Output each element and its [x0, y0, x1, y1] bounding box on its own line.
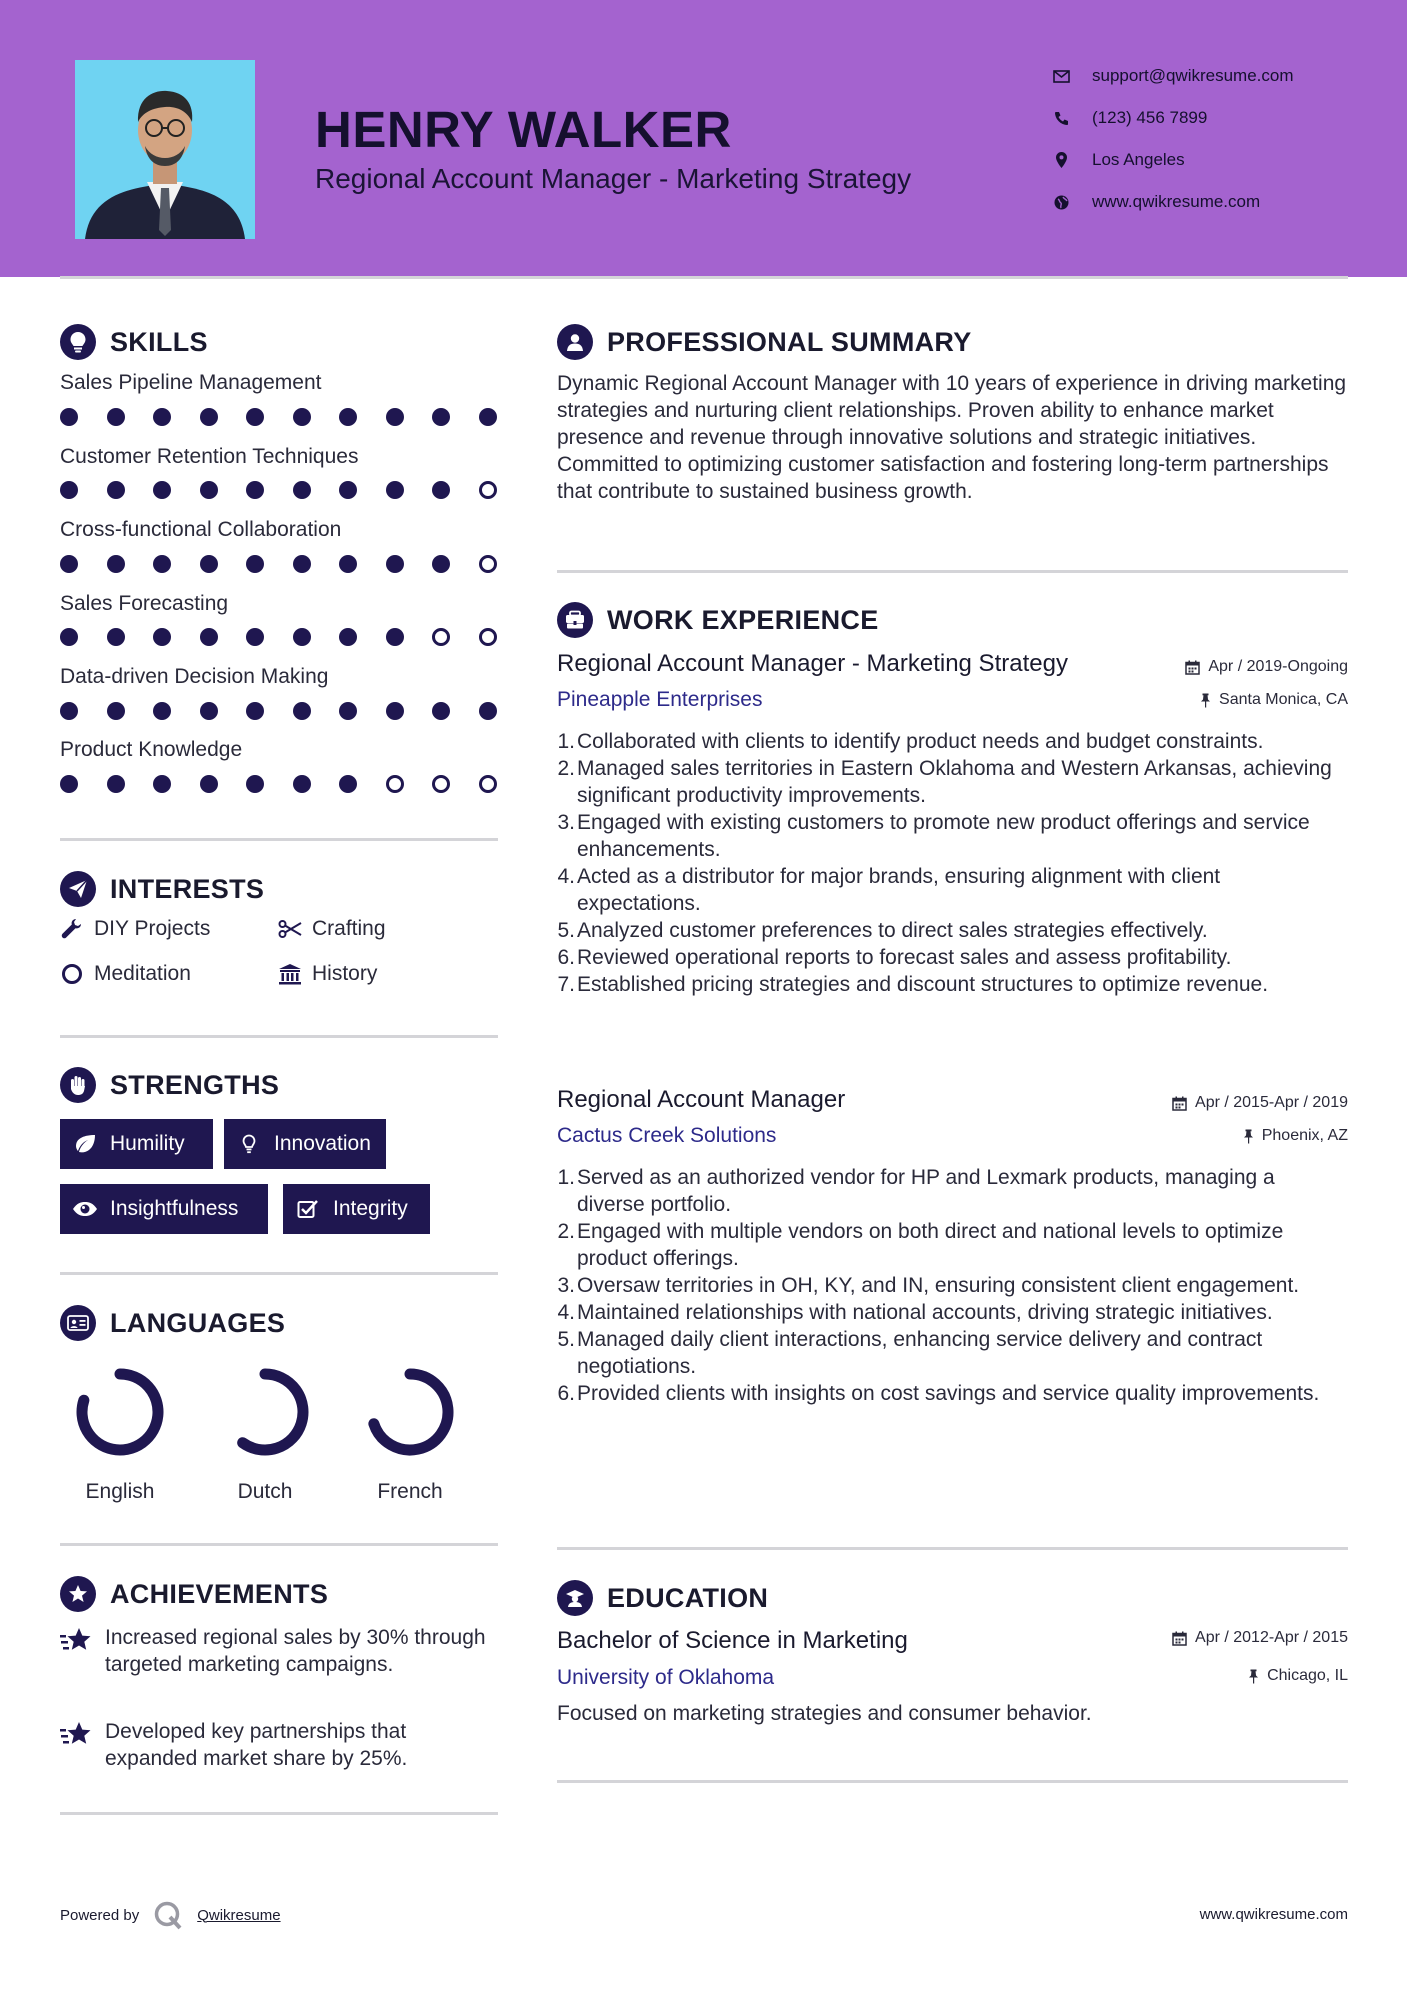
skill-dot-filled [107, 775, 125, 793]
skill-dot-filled [107, 408, 125, 426]
job-location-text: Santa Monica, CA [1219, 691, 1348, 708]
job-bullet: 6. Provided clients with insights on cost savings and service quality improvements. [557, 1382, 1320, 1405]
job-bullet: 2. Managed sales territories in Eastern Oklahoma and Western Arkansas, achieving significant productivity improvements. [557, 757, 1332, 807]
qwikresume-link[interactable]: Qwikresume [197, 1906, 281, 1924]
briefcase-icon [557, 602, 593, 638]
language-item [50, 1357, 190, 1504]
skill-dot-filled [246, 702, 264, 720]
skill-dot-filled [153, 628, 171, 646]
skill-dot-filled [153, 775, 171, 793]
experience-heading-text: WORK EXPERIENCE [607, 604, 879, 635]
achievement-text: Increased regional sales by 30% through targeted marketing campaigns. [105, 1626, 486, 1676]
strength-tag [60, 1119, 213, 1169]
job-bullet: 1. Collaborated with clients to identify product needs and budget constraints. [557, 730, 1264, 753]
skill-dot-filled [200, 775, 218, 793]
strength-label: Innovation [274, 1132, 371, 1155]
job-bullet: 4. Acted as a distributor for major brands, ensuring alignment with client expectations. [557, 865, 1221, 915]
skill-name: Cross-functional Collaboration [60, 518, 342, 541]
summary-heading [557, 324, 972, 360]
skill-dot-filled [386, 408, 404, 426]
skill-name: Sales Pipeline Management [60, 371, 322, 394]
skill-name: Customer Retention Techniques [60, 445, 359, 468]
skill-dot-filled [386, 702, 404, 720]
achievements-heading [60, 1576, 328, 1612]
skill-dot-filled [60, 775, 78, 793]
skill-dot-filled [293, 555, 311, 573]
strength-tag [283, 1184, 430, 1234]
pushpin-icon [1248, 1669, 1259, 1684]
strength-label: Insightfulness [110, 1197, 239, 1220]
paper-plane-icon [60, 871, 96, 907]
education-dates-text: Apr / 2012-Apr / 2015 [1195, 1629, 1348, 1646]
skill-dot-filled [479, 702, 497, 720]
strengths-heading [60, 1067, 279, 1103]
language-item [195, 1357, 335, 1504]
section-divider [60, 1272, 498, 1275]
skill-dot-filled [200, 481, 218, 499]
skills-heading-text: SKILLS [110, 326, 208, 357]
skill-dot-filled [293, 775, 311, 793]
section-divider [557, 570, 1348, 573]
skill-dot-filled [246, 628, 264, 646]
language-label: English [85, 1480, 155, 1503]
achievement-item [60, 1718, 500, 1772]
language-progress-ring [355, 1357, 465, 1467]
language-label: Dutch [237, 1480, 293, 1503]
resume-header [0, 0, 1407, 277]
skill-dot-filled [60, 628, 78, 646]
skill-dot-filled [107, 481, 125, 499]
job-bullets [557, 1164, 1347, 1407]
skill-dot-filled [293, 481, 311, 499]
achievement-item [60, 1624, 500, 1678]
languages-heading-text: LANGUAGES [110, 1307, 286, 1338]
globe-icon [1050, 191, 1072, 213]
skill-dot-filled [339, 775, 357, 793]
skill-dot-filled [386, 628, 404, 646]
skill-dot-filled [339, 408, 357, 426]
summary-heading-text: PROFESSIONAL SUMMARY [607, 326, 972, 357]
skill-dot-empty [479, 775, 497, 793]
skill-dot-filled [246, 481, 264, 499]
graduate-icon [557, 1580, 593, 1616]
school-name: University of Oklahoma [557, 1666, 775, 1689]
skill-dot-filled [200, 702, 218, 720]
job-dates-text: Apr / 2019-Ongoing [1208, 658, 1348, 675]
id-card-icon [60, 1305, 96, 1341]
language-progress-arc [243, 1374, 303, 1450]
job-bullet: 2. Engaged with multiple vendors on both direct and national levels to optimize product offerings. [557, 1220, 1284, 1270]
skill-rating [60, 773, 500, 795]
section-divider [60, 1812, 498, 1815]
job-bullet: 3. Engaged with existing customers to promote new product offerings and service enhancements. [557, 811, 1310, 861]
circle-icon [60, 962, 84, 986]
degree-title: Bachelor of Science in Marketing [557, 1627, 908, 1654]
job-dates-text: Apr / 2015-Apr / 2019 [1195, 1094, 1348, 1111]
skill-dot-filled [293, 408, 311, 426]
hand-icon [60, 1067, 96, 1103]
lightbulb-icon [60, 324, 96, 360]
interest-item [278, 962, 377, 986]
strengths-heading-text: STRENGTHS [110, 1069, 280, 1100]
skill-dot-empty [479, 628, 497, 646]
skill-dot-filled [200, 408, 218, 426]
phone-icon [1050, 107, 1072, 129]
education-heading [557, 1580, 768, 1616]
interest-label: Meditation [94, 962, 191, 985]
skill-dot-filled [153, 555, 171, 573]
skill-dot-empty [386, 775, 404, 793]
skill-dot-empty [432, 628, 450, 646]
skill-name: Sales Forecasting [60, 592, 229, 615]
section-divider [60, 1543, 498, 1546]
map-marker-icon [1050, 149, 1072, 171]
profile-photo [75, 60, 255, 239]
skill-dot-filled [432, 481, 450, 499]
pushpin-icon [1243, 1129, 1254, 1144]
scissors-icon [278, 917, 302, 941]
strength-label: Integrity [333, 1197, 408, 1220]
skill-dot-filled [107, 555, 125, 573]
skill-dot-empty [479, 481, 497, 499]
section-divider [557, 1547, 1348, 1550]
job-dates [1185, 658, 1348, 676]
job-bullets [557, 728, 1347, 998]
skill-dot-filled [432, 555, 450, 573]
skill-dot-filled [107, 702, 125, 720]
skill-dot-empty [479, 555, 497, 573]
contact-phone[interactable] [1050, 97, 1294, 139]
section-divider [60, 838, 498, 841]
skill-dot-filled [153, 481, 171, 499]
summary-text: Dynamic Regional Account Manager with 10 years of experience in driving marketing strategies and nurturing client relationships. Proven ability to enhance market presence and revenue through innovative solutions and strategic initiatives. Committed to optimizing customer satisfaction and fostering long-term partnerships that contribute to sustained business growth. [557, 372, 1347, 503]
skill-name: Data-driven Decision Making [60, 665, 329, 688]
skill-dot-filled [200, 555, 218, 573]
interest-item [60, 917, 210, 941]
job-dates [1172, 1094, 1348, 1112]
education-heading-text: EDUCATION [607, 1582, 769, 1613]
skill-dot-filled [107, 628, 125, 646]
skill-rating [60, 553, 500, 575]
language-label: French [377, 1480, 443, 1503]
contact-location [1050, 139, 1294, 181]
achievement-text: Developed key partnerships that expanded market share by 25%. [105, 1720, 408, 1770]
company-name: Cactus Creek Solutions [557, 1124, 777, 1147]
skill-dot-filled [339, 628, 357, 646]
skill-dot-filled [60, 555, 78, 573]
interest-label: Crafting [312, 917, 386, 940]
skill-dot-filled [153, 408, 171, 426]
job-bullet: 3. Oversaw territories in OH, KY, and IN, ensuring consistent client engagement. [557, 1274, 1300, 1297]
skill-dot-filled [246, 408, 264, 426]
contact-email-text: support@qwikresume.com [1092, 66, 1294, 85]
skill-name: Product Knowledge [60, 738, 243, 761]
interests-heading [60, 871, 264, 907]
interest-label: History [312, 962, 378, 985]
company-name: Pineapple Enterprises [557, 688, 763, 711]
experience-heading [557, 602, 879, 638]
education-location-text: Chicago, IL [1267, 1667, 1348, 1684]
interest-item [278, 917, 386, 941]
job-location [1200, 691, 1348, 709]
section-divider [60, 1035, 498, 1038]
language-item [340, 1357, 480, 1504]
contact-phone-text: (123) 456 7899 [1092, 108, 1208, 127]
contact-website-text: www.qwikresume.com [1092, 192, 1261, 211]
skill-rating [60, 626, 500, 648]
star-icon [60, 1721, 92, 1772]
job-title: Regional Account Manager - Marketing Strategy [557, 650, 1068, 677]
skills-heading [60, 324, 208, 360]
strength-tag [224, 1119, 386, 1169]
skill-rating [60, 479, 500, 501]
interest-label: DIY Projects [94, 917, 211, 940]
interest-item [60, 962, 191, 986]
skill-dot-filled [153, 702, 171, 720]
skill-rating [60, 406, 500, 428]
skill-rating [60, 700, 500, 722]
institution-icon [278, 962, 302, 986]
calendar-icon [1172, 1096, 1187, 1111]
skill-dot-filled [479, 408, 497, 426]
languages-heading [60, 1305, 285, 1341]
lightbulb-icon [236, 1133, 262, 1155]
skill-dot-filled [339, 702, 357, 720]
wrench-icon [60, 917, 84, 941]
job-bullet: 1. Served as an authorized vendor for HP and Lexmark products, managing a diverse portfolio. [557, 1166, 1275, 1216]
strength-tag [60, 1184, 268, 1234]
user-icon [557, 324, 593, 360]
section-divider [557, 1780, 1348, 1783]
education-location [1248, 1667, 1348, 1685]
job-location [1243, 1127, 1348, 1145]
skill-dot-filled [386, 481, 404, 499]
calendar-icon [1185, 660, 1200, 675]
skill-dot-filled [60, 702, 78, 720]
job-bullet: 4. Maintained relationships with national accounts, driving strategic initiatives. [557, 1301, 1273, 1324]
job-title: Regional Account Manager [557, 1086, 846, 1113]
job-bullet: 5. Managed daily client interactions, enhancing service delivery and contract negotiations. [557, 1328, 1263, 1378]
leaf-icon [72, 1133, 98, 1155]
achievements-heading-text: ACHIEVEMENTS [110, 1578, 329, 1609]
contact-list [1050, 55, 1294, 223]
skill-dot-filled [432, 408, 450, 426]
contact-website[interactable] [1050, 181, 1294, 223]
header-divider [60, 276, 1348, 279]
language-progress-arc [82, 1374, 158, 1450]
strength-label: Humility [110, 1132, 185, 1155]
envelope-icon [1050, 65, 1072, 87]
star-badge-icon [60, 1576, 96, 1612]
skill-dot-filled [60, 481, 78, 499]
language-progress-ring [65, 1357, 175, 1467]
interests-heading-text: INTERESTS [110, 873, 265, 904]
calendar-icon [1172, 1631, 1187, 1646]
footer-website[interactable]: www.qwikresume.com [1199, 1906, 1348, 1923]
skill-dot-filled [246, 555, 264, 573]
job-bullet: 5. Analyzed customer preferences to direct sales strategies effectively. [557, 919, 1208, 942]
powered-by-text: Powered by [60, 1906, 140, 1924]
qwikresume-logo-icon [153, 1900, 183, 1930]
skill-dot-filled [60, 408, 78, 426]
candidate-name: HENRY WALKER [315, 101, 732, 158]
contact-email[interactable] [1050, 55, 1294, 97]
skill-dot-filled [293, 628, 311, 646]
footer-powered-by [60, 1900, 281, 1930]
education-dates [1172, 1629, 1348, 1647]
candidate-title: Regional Account Manager - Marketing Strategy [315, 163, 912, 194]
eye-icon [72, 1198, 98, 1220]
education-description: Focused on marketing strategies and consumer behavior. [557, 1702, 1092, 1725]
job-location-text: Phoenix, AZ [1261, 1127, 1348, 1144]
star-icon [60, 1627, 92, 1678]
skill-dot-filled [200, 628, 218, 646]
skill-dot-empty [432, 775, 450, 793]
check-square-icon [295, 1198, 321, 1220]
skill-dot-filled [293, 702, 311, 720]
contact-location-text: Los Angeles [1092, 150, 1185, 169]
job-bullet: 7. Established pricing strategies and discount structures to optimize revenue. [557, 973, 1269, 996]
pushpin-icon [1200, 693, 1211, 708]
skill-dot-filled [246, 775, 264, 793]
skill-dot-filled [386, 555, 404, 573]
language-progress-arc [374, 1374, 448, 1450]
skill-dot-filled [432, 702, 450, 720]
job-bullet: 6. Reviewed operational reports to forecast sales and assess profitability. [557, 946, 1232, 969]
skill-dot-filled [339, 555, 357, 573]
language-progress-ring [210, 1357, 320, 1467]
skill-dot-filled [339, 481, 357, 499]
